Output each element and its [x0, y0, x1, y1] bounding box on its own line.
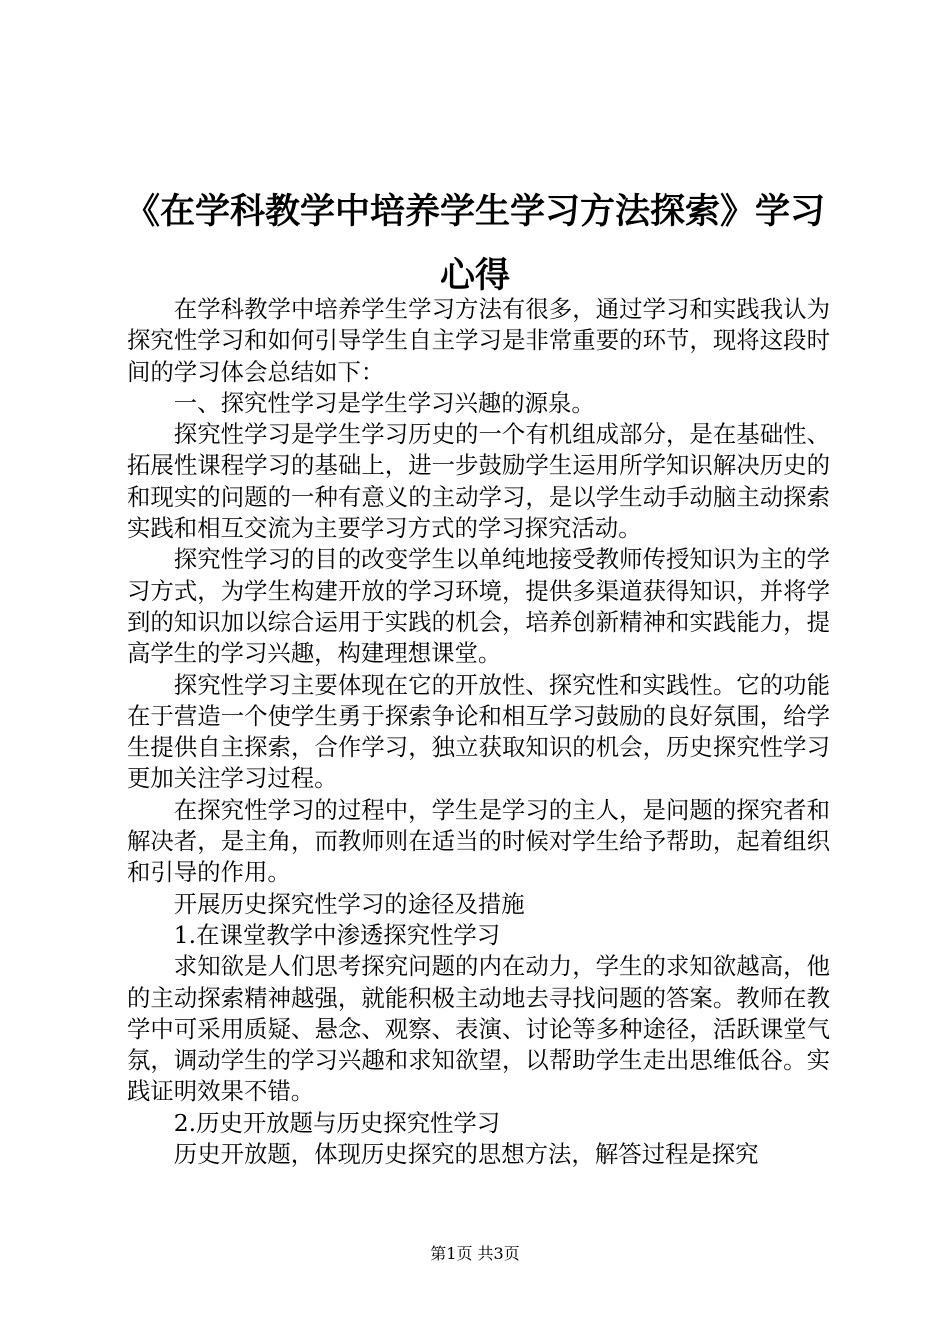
page-number-footer: 第1页 共3页	[430, 1244, 520, 1263]
paragraph-intro: 在学科教学中培养学生学习方法有很多，通过学习和实践我认为探究性学习和如何引导学生自主学习是非常重要的环节，现将这段时间的学习体会总结如下：	[127, 295, 830, 386]
heading-section-one: 一、探究性学习是学生学习兴趣的源泉。	[173, 388, 595, 417]
paragraph-roles: 在探究性学习的过程中，学生是学习的主人，是问题的探究者和解决者，是主角，而教师则在适当的时候对学生给予帮助，起着组织和引导的作用。	[127, 795, 830, 887]
heading-item-one: 1.在课堂教学中渗透探究性学习	[173, 920, 501, 949]
document-title: 《在学科教学中培养学生学习方法探索》学习心得	[124, 192, 825, 296]
paragraph-purpose: 探究性学习的目的改变学生以单纯地接受教师传授知识为主的学习方式，为学生构建开放的学习环境，提供多渠道获得知识，并将学到的知识加以综合运用于实践的机会，培养创新精神和实践能力，提高学生的学习兴趣，构建理想课堂。	[127, 545, 830, 668]
heading-item-two: 2.历史开放题与历史探究性学习	[173, 1108, 501, 1137]
heading-approaches: 开展历史探究性学习的途径及措施	[173, 889, 525, 918]
paragraph-open-questions: 历史开放题，体现历史探究的思想方法，解答过程是探究	[173, 1140, 759, 1169]
paragraph-features: 探究性学习主要体现在它的开放性、探究性和实践性。它的功能在于营造一个使学生勇于探索争论和相互学习鼓励的良好氛围，给学生提供自主探索，合作学习，独立获取知识的机会，历史探究性学习更加关注学习过程。	[127, 670, 830, 793]
document-body	[127, 294, 830, 1170]
paragraph-curiosity: 求知欲是人们思考探究问题的内在动力，学生的求知欲越高，他的主动探索精神越强，就能积极主动地去寻找问题的答案。教师在教学中可采用质疑、悬念、观察、表演、讨论等多种途径，活跃课堂气氛，调动学生的学习兴趣和求知欲望，以帮助学生走出思维低谷。实践证明效果不错。	[127, 952, 830, 1106]
paragraph-definition: 探究性学习是学生学习历史的一个有机组成部分，是在基础性、拓展性课程学习的基础上，进一步鼓励学生运用所学知识解决历史的和现实的问题的一种有意义的主动学习，是以学生动手动脑主动探索实践和相互交流为主要学习方式的学习探究活动。	[127, 420, 830, 543]
